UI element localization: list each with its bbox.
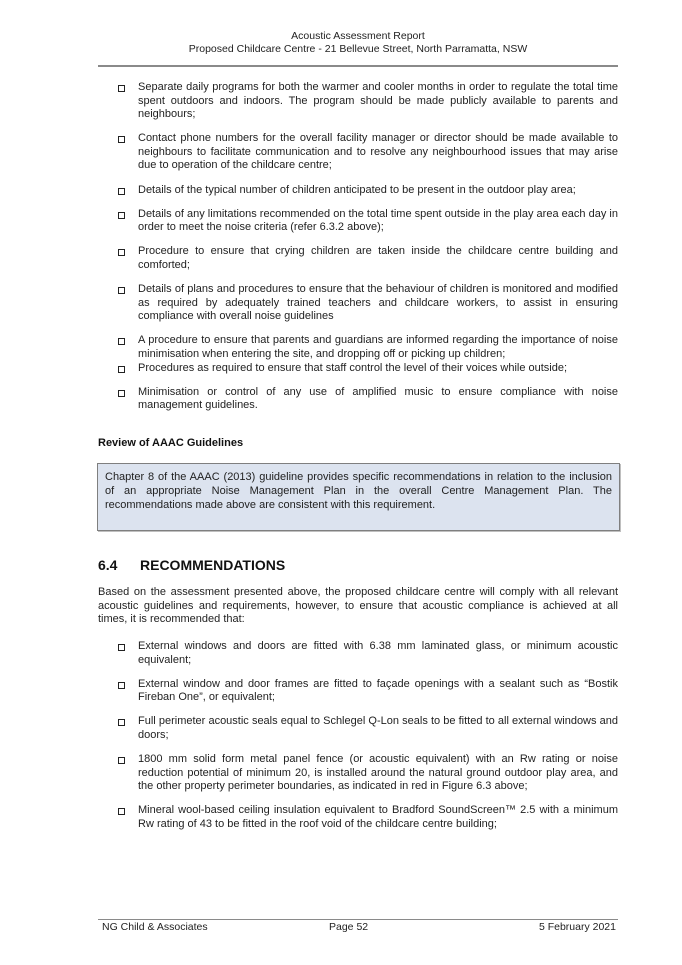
footer-company: NG Child & Associates <box>102 921 208 933</box>
review-heading: Review of AAAC Guidelines <box>98 437 244 449</box>
header-project-title: Proposed Childcare Centre - 21 Bellevue Street, North Parramatta, NSW <box>188 43 528 55</box>
checkbox-bullet-icon <box>118 249 125 256</box>
checkbox-bullet-icon <box>118 188 125 195</box>
footer-page-number: Page 52 <box>329 921 369 933</box>
list-item: Details of plans and procedures to ensure that the behaviour of children is monitored and modified as required by adequately trained teachers and childcare workers, to assist in ensuring compliance with overall noise guidelines <box>98 283 618 324</box>
footer-divider <box>98 919 618 920</box>
section-intro-paragraph: Based on the assessment presented above, the proposed childcare centre will comply with all relevant acoustic guidelines and requirements, however, to ensure that acoustic compliance is achieved at all times, it is recommended that: <box>98 586 618 626</box>
section-title: RECOMMENDATIONS <box>140 557 286 573</box>
list-item: External window and door frames are fitted to façade openings with a sealant such as “Bostik Fireban One”, or equivalent; <box>98 678 618 705</box>
list-item: Mineral wool-based ceiling insulation equivalent to Bradford SoundScreen™ 2.5 with a minimum Rw rating of 43 to be fitted in the roof void of the childcare centre building; <box>98 804 618 831</box>
list-item: Full perimeter acoustic seals equal to Schlegel Q-Lon seals to be fitted to all external windows and doors; <box>98 715 618 742</box>
list-item: Procedures as required to ensure that staff control the level of their voices while outside; <box>98 362 618 376</box>
page-header <box>98 30 618 56</box>
checkbox-bullet-icon <box>118 338 125 345</box>
list-item: External windows and doors are fitted with 6.38 mm laminated glass, or minimum acoustic equivalent; <box>98 640 618 667</box>
checkbox-bullet-icon <box>118 85 125 92</box>
checkbox-bullet-icon <box>118 682 125 689</box>
checkbox-bullet-icon <box>118 757 125 764</box>
checkbox-bullet-icon <box>118 808 125 815</box>
header-divider <box>98 65 618 67</box>
checkbox-bullet-icon <box>118 644 125 651</box>
recommendations-list <box>98 640 618 832</box>
list-item: A procedure to ensure that parents and guardians are informed regarding the importance of noise minimisation when entering the site, and dropping off or picking up children; <box>98 334 618 361</box>
checkbox-bullet-icon <box>118 390 125 397</box>
page-footer <box>102 921 616 933</box>
list-item: Minimisation or control of any use of amplified music to ensure compliance with noise management guidelines. <box>98 386 618 413</box>
list-item: Contact phone numbers for the overall facility manager or director should be made available to neighbours to facilitate communication and to resolve any neighbourhood issues that may arise due to operation of the childcare centre; <box>98 132 618 173</box>
checkbox-bullet-icon <box>118 136 125 143</box>
checkbox-bullet-icon <box>118 212 125 219</box>
section-number: 6.4 <box>98 557 118 573</box>
list-item: Details of any limitations recommended on the total time spent outside in the play area each day in order to meet the noise criteria (refer 6.3.2 above); <box>98 208 618 235</box>
management-plan-list <box>98 81 618 413</box>
list-item: Separate daily programs for both the warmer and cooler months in order to regulate the total time spent outdoors and indoors. The program should be made publicly available to parents and neighbours; <box>98 81 618 122</box>
list-item: Procedure to ensure that crying children are taken inside the childcare centre building and comforted; <box>98 245 618 272</box>
list-item: 1800 mm solid form metal panel fence (or acoustic equivalent) with an Rw rating or noise reduction potential of minimum 20, is installed around the natural ground outdoor play area, and the other property perimeter boundaries, as indicated in red in Figure 6.3 above; <box>98 753 618 794</box>
checkbox-bullet-icon <box>118 287 125 294</box>
footer-date: 5 February 2021 <box>538 921 616 933</box>
review-callout-box: Chapter 8 of the AAAC (2013) guideline provides specific recommendations in relation to the inclusion of an appropriate Noise Management Plan in the overall Centre Management Plan. The recommendations made above are consistent with this requirement. <box>97 463 620 531</box>
checkbox-bullet-icon <box>118 366 125 373</box>
list-item: Details of the typical number of children anticipated to be present in the outdoor play area; <box>98 184 618 198</box>
header-report-title: Acoustic Assessment Report <box>291 30 425 42</box>
checkbox-bullet-icon <box>118 719 125 726</box>
section-heading <box>98 557 285 573</box>
